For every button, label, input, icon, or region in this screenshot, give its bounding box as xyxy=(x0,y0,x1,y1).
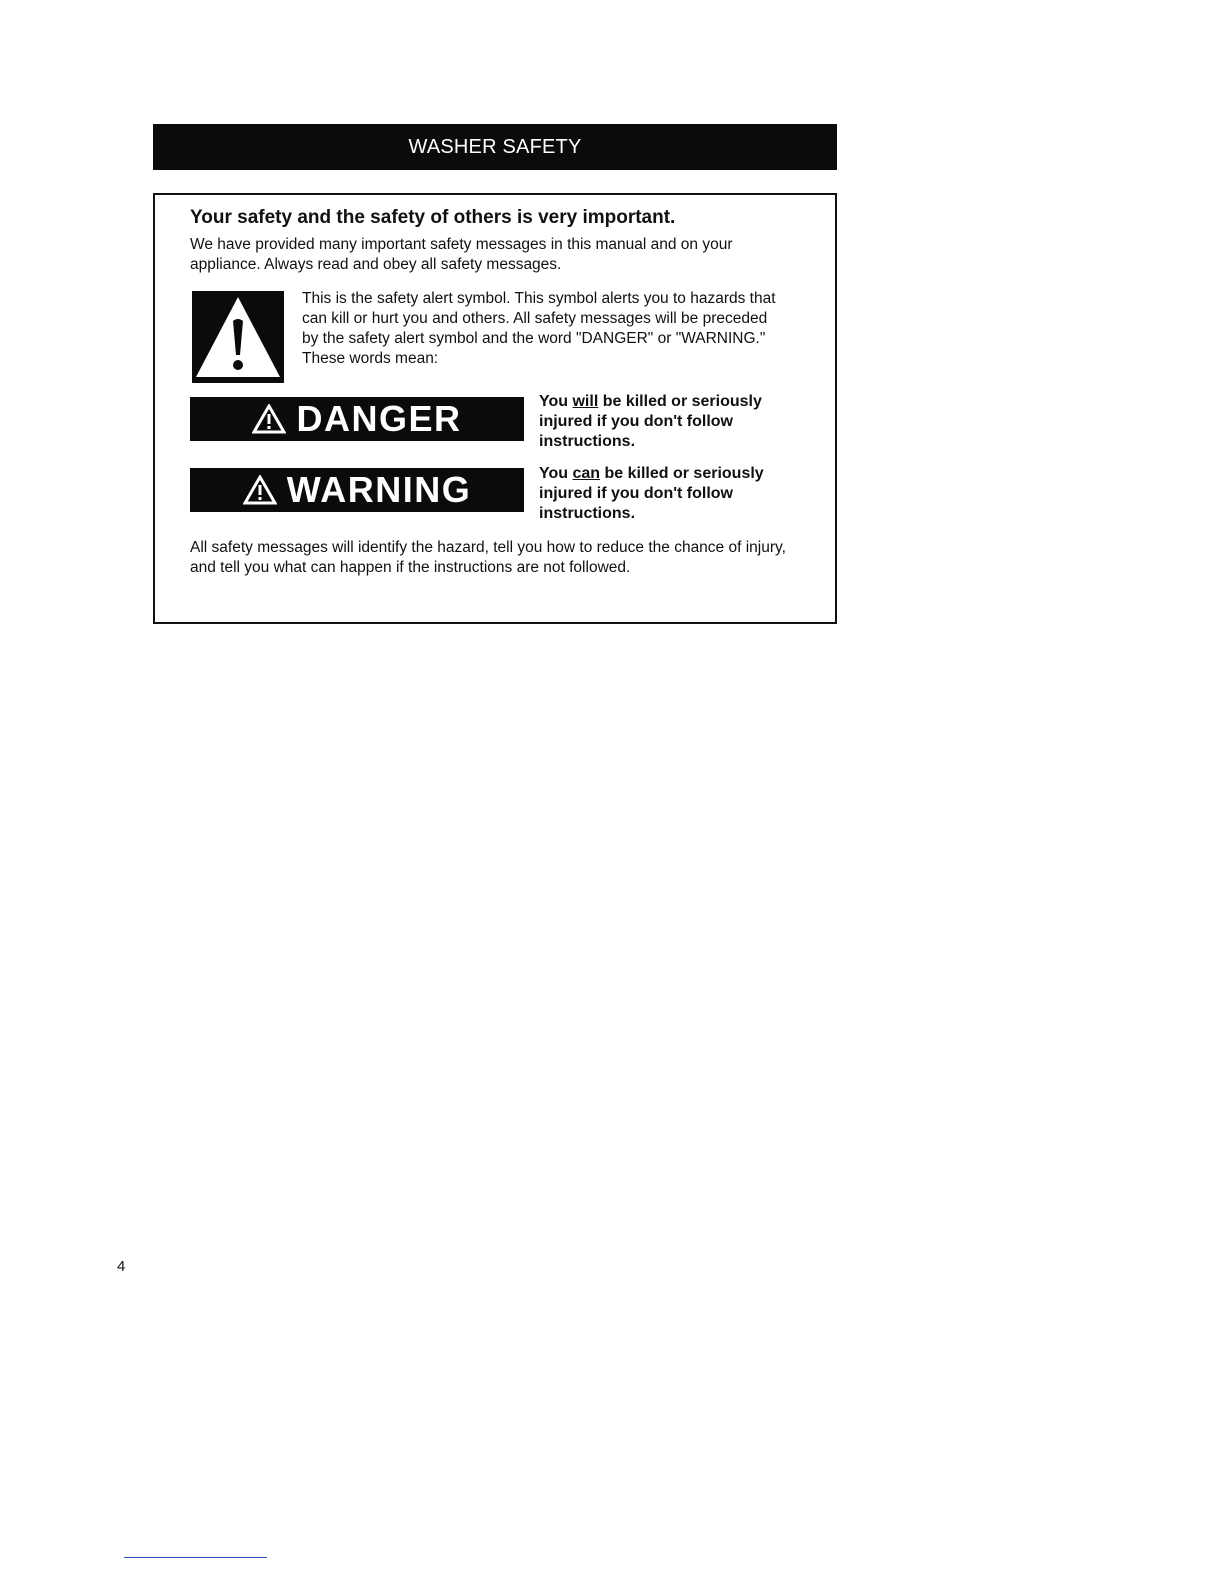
footer-rule xyxy=(124,1557,267,1558)
warning-triangle-icon xyxy=(252,404,286,434)
danger-meaning-suffix: be killed or seriously injured if you don't follow instructions. xyxy=(539,393,762,450)
warning-meaning-prefix: You xyxy=(539,465,573,482)
warning-meaning-suffix: be killed or seriously injured if you don't follow instructions. xyxy=(539,465,764,522)
warning-label: WARNING xyxy=(286,469,472,510)
danger-meaning xyxy=(539,392,809,452)
danger-signal-word xyxy=(190,397,524,441)
warning-triangle-icon xyxy=(243,475,277,505)
safety-headline: Your safety and the safety of others is very important. xyxy=(190,207,676,228)
warning-meaning xyxy=(539,464,809,524)
danger-meaning-prefix: You xyxy=(539,393,573,410)
danger-label: DANGER xyxy=(296,398,462,439)
danger-meaning-emphasis: will xyxy=(572,393,599,410)
safety-intro: We have provided many important safety messages in this manual and on your appliance. Always read and obey all safety messages. xyxy=(190,236,733,273)
safety-box xyxy=(153,193,837,624)
alert-symbol-description: This is the safety alert symbol. This symbol alerts you to hazards that can kill or hurt you and others. All safety messages will be preceded by the safety alert symbol and the word "DANGER" or "WARNING." These words mean: xyxy=(302,290,776,367)
warning-triangle-icon xyxy=(192,291,284,383)
warning-meaning-emphasis: can xyxy=(572,465,601,482)
warning-signal-word xyxy=(190,468,524,512)
page-number: 4 xyxy=(117,1258,126,1275)
safety-closing-text: All safety messages will identify the hazard, tell you how to reduce the chance of injury, and tell you what can happen if the instructions are not followed. xyxy=(190,539,786,576)
safety-alert-icon xyxy=(192,291,284,383)
section-header xyxy=(153,124,837,170)
section-title: WASHER SAFETY xyxy=(408,135,582,158)
